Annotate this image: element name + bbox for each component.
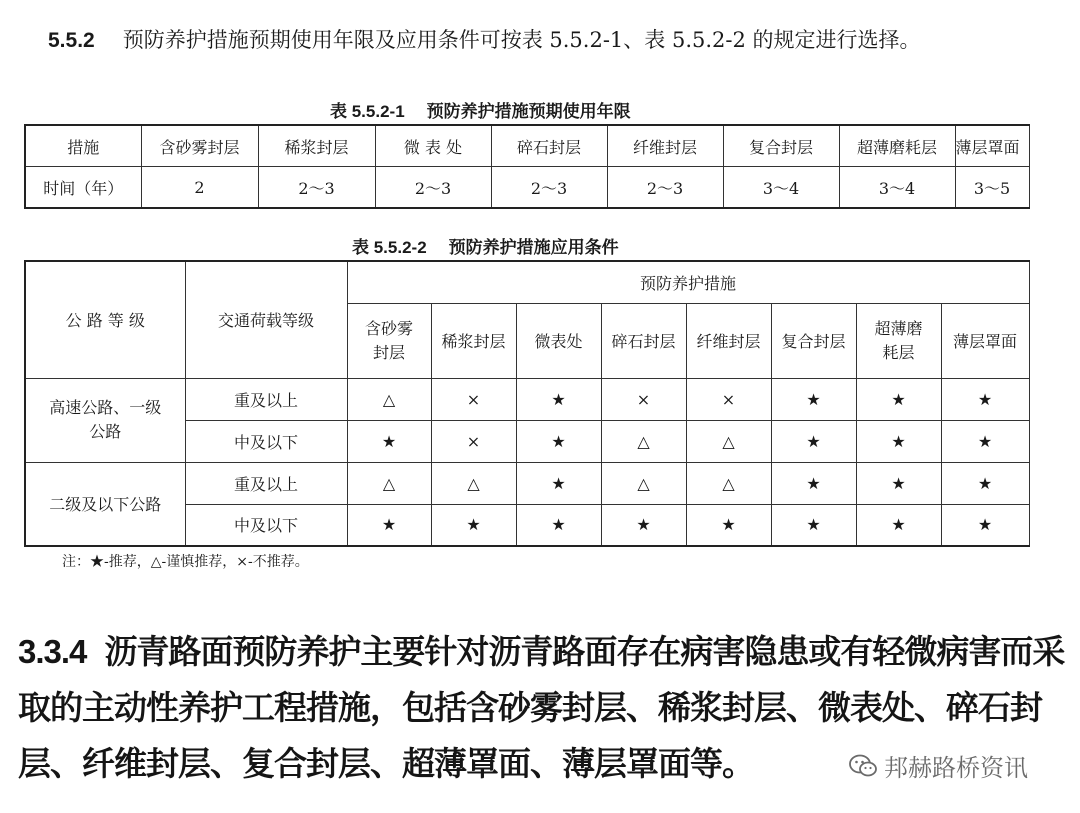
- table-2-mark-cell: ★: [347, 504, 431, 546]
- table-2-measure-header: 纤维封层: [686, 303, 771, 378]
- table-2-note: 注：★-推荐，△-谨慎推荐，×-不推荐。: [62, 554, 309, 570]
- table-2-measure-header: 微表处: [516, 303, 601, 378]
- table-1-caption-title: 预防养护措施预期使用年限: [426, 102, 631, 122]
- table-1-caption: [330, 97, 631, 122]
- table-2-measure-header: 超薄磨耗层: [856, 303, 941, 378]
- table-2-mark-cell: △: [431, 462, 516, 504]
- table-2-mark-cell: ★: [347, 420, 431, 462]
- table-1-cell: 3～4: [723, 167, 839, 209]
- table-2-header-row-1: [25, 261, 1029, 303]
- section-552-text: 预防养护措施预期使用年限及应用条件可按表 5.5.2-1、表 5.5.2-2 的规定进行选择。: [122, 28, 921, 52]
- table-2-mark-cell: ×: [431, 420, 516, 462]
- table-1-cell: 3～4: [839, 167, 955, 209]
- table-2-traffic-cell: 重及以上: [185, 462, 347, 504]
- table-2-road-grade-cell: 高速公路、一级公路: [25, 378, 185, 462]
- table-2-measure-header: 稀浆封层: [431, 303, 516, 378]
- table-2-mark-cell: ★: [516, 378, 601, 420]
- watermark: [848, 748, 1028, 783]
- table-2-header-measures-group: 预防养护措施: [347, 261, 1029, 303]
- table-2-mark-cell: ★: [771, 378, 856, 420]
- table-2-mark-cell: ★: [771, 504, 856, 546]
- table-2-header-road-grade: 公 路 等 级: [25, 261, 185, 378]
- table-2-measure-header: 复合封层: [771, 303, 856, 378]
- table-2-caption-title: 预防养护措施应用条件: [448, 238, 619, 258]
- table-service-life: [24, 124, 1030, 209]
- table-2-traffic-cell: 中及以下: [185, 504, 347, 546]
- table-2-measure-header: 薄层罩面: [941, 303, 1029, 378]
- table-2-traffic-cell: 重及以上: [185, 378, 347, 420]
- table-2-mark-cell: ★: [856, 420, 941, 462]
- table-2-mark-cell: ★: [856, 378, 941, 420]
- section-334-text: 沥青路面预防养护主要针对沥青路面存在病害隐患或有轻微病害而采取的主动性养护工程措施，包括含砂雾封层、稀浆封层、微表处、碎石封层、纤维封层、复合封层、超薄罩面、薄层罩面等。: [18, 632, 1065, 783]
- table-2-road-grade-cell: 二级及以下公路: [25, 462, 185, 546]
- table-1-caption-number: 表 5.5.2-1: [330, 102, 405, 121]
- table-2-mark-cell: △: [601, 462, 686, 504]
- table-2-measure-header: 碎石封层: [601, 303, 686, 378]
- table-2-mark-cell: ★: [601, 504, 686, 546]
- table-1-header-cell: 超薄磨耗层: [839, 125, 955, 167]
- table-1-cell: 2～3: [607, 167, 723, 209]
- table-2-mark-cell: ★: [516, 420, 601, 462]
- table-2-mark-cell: ★: [941, 462, 1029, 504]
- table-2-mark-cell: △: [347, 378, 431, 420]
- table-application-conditions: [24, 260, 1030, 547]
- section-552-paragraph: [22, 22, 1042, 59]
- table-1-cell: 2～3: [375, 167, 491, 209]
- table-1-cell: 2～3: [258, 167, 375, 209]
- table-2-header-traffic-level: 交通荷载等级: [185, 261, 347, 378]
- table-2-mark-cell: ★: [941, 420, 1029, 462]
- table-2-mark-cell: ★: [941, 378, 1029, 420]
- table-1-header-cell: 纤维封层: [607, 125, 723, 167]
- table-1-cell: 2: [141, 167, 258, 209]
- table-2-mark-cell: ×: [686, 378, 771, 420]
- table-2-mark-cell: △: [686, 462, 771, 504]
- table-2-mark-cell: ★: [516, 504, 601, 546]
- table-1-header-cell: 碎石封层: [491, 125, 607, 167]
- table-2-mark-cell: ×: [601, 378, 686, 420]
- watermark-text: 邦赫路桥资讯: [884, 754, 1028, 782]
- table-2-mark-cell: ★: [431, 504, 516, 546]
- table-1-header-cell: 微 表 处: [375, 125, 491, 167]
- table-1-header-cell: 措施: [25, 125, 141, 167]
- table-2-mark-cell: ★: [856, 462, 941, 504]
- table-2-mark-cell: △: [347, 462, 431, 504]
- table-1-header-cell: 薄层罩面: [955, 125, 1029, 167]
- table-2-mark-cell: ×: [431, 378, 516, 420]
- table-row: [25, 378, 1029, 420]
- table-2-mark-cell: △: [601, 420, 686, 462]
- table-2-traffic-cell: 中及以下: [185, 420, 347, 462]
- table-2-mark-cell: ★: [941, 504, 1029, 546]
- table-1-header-cell: 稀浆封层: [258, 125, 375, 167]
- table-1-cell: 2～3: [491, 167, 607, 209]
- table-1-header-cell: 复合封层: [723, 125, 839, 167]
- table-2-mark-cell: ★: [516, 462, 601, 504]
- table-2-caption: [352, 233, 619, 258]
- table-2-caption-number: 表 5.5.2-2: [352, 238, 427, 257]
- section-552-number: 5.5.2: [48, 29, 95, 52]
- table-1-header-row: [25, 125, 1029, 167]
- section-334-number: 3.3.4: [18, 633, 87, 670]
- table-2-mark-cell: ★: [771, 462, 856, 504]
- table-1-cell: 3～5: [955, 167, 1029, 209]
- table-1-data-row: [25, 167, 1029, 209]
- table-2-measure-header: 含砂雾封层: [347, 303, 431, 378]
- table-1-header-cell: 含砂雾封层: [141, 125, 258, 167]
- table-2-mark-cell: ★: [856, 504, 941, 546]
- table-1-cell: 时间（年）: [25, 167, 141, 209]
- table-2-mark-cell: ★: [686, 504, 771, 546]
- wechat-icon: [848, 753, 878, 779]
- table-2-mark-cell: ★: [771, 420, 856, 462]
- table-2-mark-cell: △: [686, 420, 771, 462]
- table-row: [25, 462, 1029, 504]
